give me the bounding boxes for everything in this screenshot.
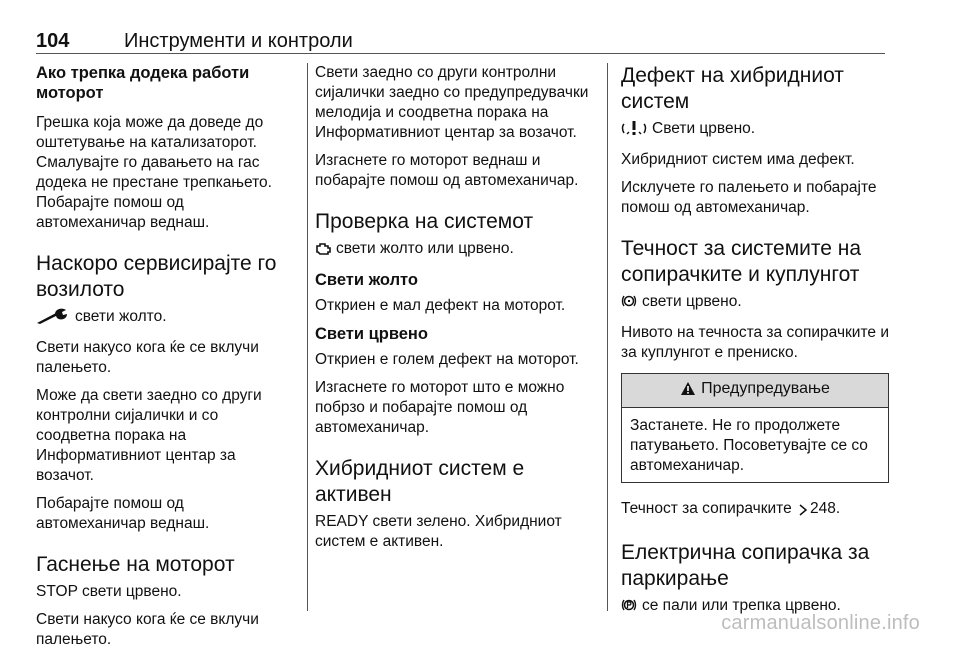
paragraph: Исклучете го палењето и побарајте помош од автомеханичар. (621, 179, 877, 216)
section-heading: Ако трепка додека работи моторот (36, 64, 250, 102)
page-header (36, 30, 886, 54)
paragraph: Изгаснете го моторот веднаш и побарајте помош од автомеханичар. (315, 152, 579, 189)
paragraph: Свети заедно со други контролни сијалички заедно со предупредувачки мелодија и соодветна порака на Информативниот центар за возачот. (315, 64, 589, 141)
page-title: Инструменти и контроли (124, 30, 353, 52)
column-divider (607, 63, 608, 611)
brake-fluid-icon (621, 293, 637, 315)
section-heading: Наскоро сервисирајте го возилото (36, 252, 277, 301)
paragraph: READY свети зелено. Хибридниот систем е активен. (315, 513, 562, 550)
wrench-icon (36, 308, 70, 330)
parking-brake-icon (621, 597, 637, 619)
section-heading: Проверка на системот (315, 210, 534, 233)
paragraph: Свети накусо кога ќе се вклучи палењето. (36, 339, 259, 376)
section-heading: Хибридниот систем е активен (315, 457, 525, 506)
column-1 (36, 63, 294, 658)
page-number: 104 (36, 30, 70, 52)
warning-text: Застанете. Не го продолжете патувањето. Посоветувајте се со автомеханичар. (630, 417, 868, 474)
paragraph: свети жолто или црвено. (315, 239, 595, 262)
paragraph: Побарајте помош од автомеханичар веднаш. (36, 495, 210, 532)
subheading: Свети црвено (315, 325, 428, 343)
section-heading: Гаснење на моторот (36, 553, 235, 576)
paragraph: Хибридниот систем има дефект. (621, 151, 855, 168)
column-3 (621, 63, 889, 627)
paragraph: Може да свети заедно со други контролни сијалички и со соодветна порака на Информативниот центар за возачот. (36, 387, 262, 484)
engine-check-icon (315, 242, 331, 262)
header-rule (36, 53, 885, 54)
column-divider (307, 63, 308, 611)
paragraph: Откриен е голем дефект на моторот. (315, 351, 579, 368)
paragraph: свети жолто. (36, 307, 294, 330)
ready-indicator: READY (315, 513, 369, 530)
cross-reference: Течност за сопирачките 248. (621, 499, 889, 522)
watermark: carmanualsonline.info (721, 612, 920, 634)
paragraph: Свети накусо кога ќе се вклучи палењето. (36, 611, 259, 648)
arrow-ref-icon (798, 502, 808, 522)
column-2 (315, 63, 595, 560)
section-heading: Електрична сопирачка за паркирање (621, 541, 870, 590)
subheading: Свети жолто (315, 271, 418, 289)
warning-triangle-icon (680, 381, 696, 402)
paragraph: Грешка која може да доведе до оштетување на катализаторот. Смалувајте го давањето на гас додека не престане трепкањето. Побарајте помош од автомеханичар веднаш. (36, 114, 272, 231)
section-heading: Дефект на хибридниот систем (621, 64, 844, 113)
page-reference-link[interactable]: 248. (810, 500, 841, 517)
warning-title: Предупредување (622, 374, 888, 408)
paragraph: Изгаснете го моторот што е можно побрзо и побарајте помош од автомеханичар. (315, 379, 565, 436)
paragraph: Свети црвено. (621, 119, 889, 142)
section-heading: Течност за системите на сопирачките и куплунгот (621, 237, 862, 286)
warning-box (621, 373, 889, 483)
paragraph: се пали или трепка црвено. (621, 596, 889, 619)
hybrid-fault-icon (621, 120, 647, 142)
paragraph: Нивото на течноста за сопирачките и за куплунгот е прениско. (621, 324, 889, 361)
paragraph: STOP свети црвено. (36, 583, 182, 600)
paragraph: свети црвено. (621, 292, 889, 315)
paragraph: Откриен е мал дефект на моторот. (315, 297, 566, 314)
